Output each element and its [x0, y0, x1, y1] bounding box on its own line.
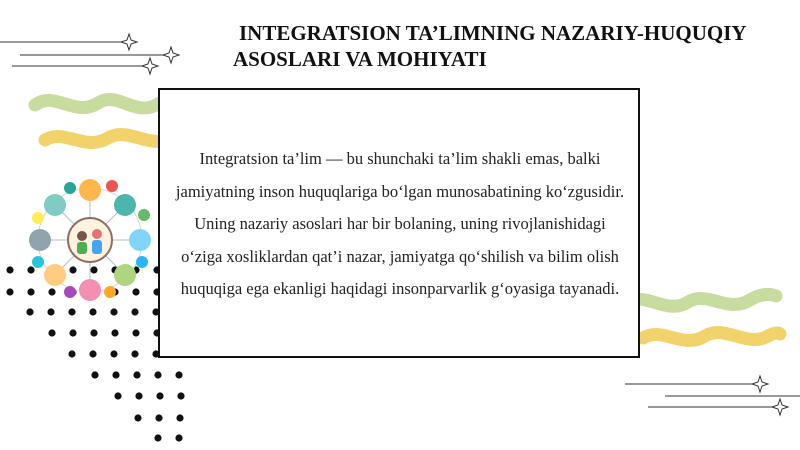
dot — [154, 371, 161, 378]
dot — [131, 350, 138, 357]
body-paragraph: Integratsion ta’lim — bu shunchaki ta’lim shakli emas, balki jamiyatning inson huquqlariga bo‘lgan munosabatining ko‘zgusidir. Uning nazariy asoslari har bir bolaning, uning rivojlanishidagi o‘ziga xosliklardan qat’i nazar, jamiyatga qo‘shilish va bilim olish huquqiga ega ekanligi haqidagi insonparvarlik g‘oyasiga tayanadi. — [175, 149, 625, 298]
dot — [6, 288, 13, 295]
dot — [48, 288, 55, 295]
dot — [111, 329, 118, 336]
dot — [69, 329, 76, 336]
green-brush-stroke — [626, 294, 776, 306]
sparkle-lines-bottom-right — [625, 384, 800, 407]
green-brush-stroke — [35, 99, 176, 108]
dot — [110, 350, 117, 357]
dot — [177, 392, 184, 399]
dot — [132, 329, 139, 336]
sparkle-lines-top-left — [0, 42, 170, 66]
dot — [27, 266, 34, 273]
dot — [6, 266, 13, 273]
dot — [134, 414, 141, 421]
inclusive-community-icon — [29, 179, 151, 301]
dot — [89, 350, 96, 357]
dot — [156, 392, 163, 399]
sparkle-icon — [121, 34, 179, 74]
dot — [176, 414, 183, 421]
slide-title — [233, 20, 793, 72]
dot — [131, 308, 138, 315]
dot — [114, 392, 121, 399]
dot — [175, 371, 182, 378]
dot — [89, 308, 96, 315]
dot — [69, 266, 76, 273]
dot — [90, 329, 97, 336]
dot — [26, 308, 33, 315]
dot — [90, 266, 97, 273]
dot — [132, 288, 139, 295]
dot — [27, 288, 34, 295]
yellow-brush-stroke — [643, 333, 780, 341]
dot — [68, 308, 75, 315]
dot — [135, 392, 142, 399]
dot — [48, 329, 55, 336]
title-line-1: INTEGRATSION TA’LIMNING NAZARIY-HUQUQIY — [239, 21, 747, 45]
dot — [110, 308, 117, 315]
dot — [68, 350, 75, 357]
dot — [112, 371, 119, 378]
dot — [175, 434, 182, 441]
title-line-2: ASOSLARI VA MOHIYATI — [233, 47, 487, 71]
dot — [91, 371, 98, 378]
dot — [133, 371, 140, 378]
dot — [155, 414, 162, 421]
dot — [47, 308, 54, 315]
dot — [154, 434, 161, 441]
